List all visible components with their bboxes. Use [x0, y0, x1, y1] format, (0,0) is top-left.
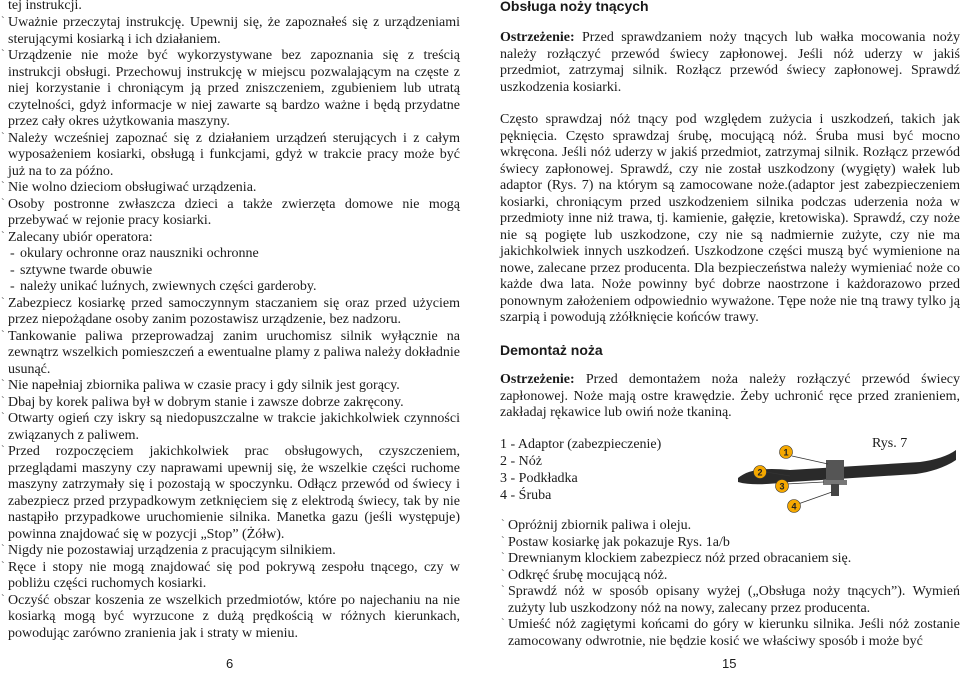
para: ` Nigdy nie pozostawiaj urządzenia z pracującym silnikiem.: [1, 543, 336, 558]
callout-3-label: 3: [779, 481, 785, 492]
bolt-shape: [831, 484, 839, 496]
para: ` Osoby postronne zwłaszcza dzieci a także zwierzęta domowe nie mogą przebywać w rejonie pracy kosiarki.: [1, 196, 460, 228]
callout-4-label: 4: [791, 501, 797, 512]
warning-label: Ostrzeżenie:: [500, 30, 575, 45]
left-page: [0, 0, 462, 676]
dress-item: - należy unikać luźnych, zwiewnych części garderoby.: [8, 279, 460, 296]
step: ` Umieść nóż zagiętymi końcami do góry w kierunku silnika. Jeśli nóż zostanie zamocowany odwrotnie, nie będzie kosić we właściwy sposób i może być: [501, 617, 960, 649]
part-item: 4 - Śruba: [500, 488, 552, 503]
callout-2-label: 2: [757, 467, 763, 478]
para: ` Tankowanie paliwa przeprowadzaj zanim uruchomisz silnik wyłącznie na zewnątrz wszelkich pomieszczeń a ewentualne plamy z paliwa należy dokładnie usunąć.: [1, 328, 460, 377]
step: ` Postaw kosiarkę jak pokazuje Rys. 1a/b: [501, 534, 730, 550]
inspection-paragraph: Często sprawdzaj nóż tnący pod względem zużycia i uszkodzeń, takich jak pęknięcia. Często sprawdzaj śrubę, mocującą nóż. Śruba musi być mocno wkręcona. Jeśli nóż uderzy w jakiś przedmiot, zatrzymaj silnik. Rozłącz przewód świecy zapłonowej. Sprawdź, czy nie został uszkodzony (wygięty) wałek lub adaptor (Rys. 7) na którym są zamocowane noże.(adaptor jest zabezpieczeniem kosiarki, chroniącym przed uszkodzeniem silnika podczas uderzenia noża w przedmioty inne niż trawa, tj. kamienie, gałęzie, kretowiska). Sprawdź, czy noże nie są pogięte lub uszkodzone, czy nie są nadmiernie zużyte, czy nie ma jakichkolwiek innych uszkodzeń. Uszkodzone części muszą być wymienione na nowe, zalecane przez producenta. Dla bezpieczeństwa należy wymieniać noże co każde dwa lata. Noże powinny być dobrze naostrzone i każdorazowo przed ponownym założeniem odpowiednio wyważone. Tępe noże nie tną trawy tylko ją szarpią i powodują zżółknięcie końców trawy.: [500, 112, 960, 325]
safety-paragraphs-1: [1, 15, 460, 642]
step: ` Drewnianym klockiem zabezpiecz nóż przed obracaniem się.: [501, 551, 852, 566]
part-item: 1 - Adaptor (zabezpieczenie): [500, 437, 662, 452]
para: ` Przed rozpoczęciem jakichkolwiek prac obsługowych, czyszczeniem, przeglądami maszyny czy naprawami upewnij się, że wszelkie części ruchome maszyny zatrzymały się i pozostają w spoczynku. Odłącz przewód od świecy i zabezpiecz przed przypadkowym zetknięciem się z elektrodą świecy, tak by nie nastąpiło przypadkowe uruchomienie silnika. Manetka gazu (jeśli występuje) powinna znajdować się w pozycji „Stop” (Żółw).: [1, 444, 460, 542]
callout-1-label: 1: [783, 447, 789, 458]
warning-2: Ostrzeżenie: Przed demontażem noża należy rozłączyć przewód świecy zapłonowej. Noże mają ostre krawędzie. Żeby uchronić ręce przed zranieniem, zakładaj rękawice lub owiń noże tkaniną.: [500, 372, 960, 420]
leader-line-4: [798, 492, 832, 504]
para: ` Nie wolno dzieciom obsługiwać urządzenia.: [1, 180, 257, 195]
part-item: 2 - Nóż: [500, 454, 542, 469]
leader-line-3: [786, 482, 824, 484]
blade-shape: [738, 447, 956, 484]
removal-steps: [501, 518, 960, 650]
dress-item: - sztywne twarde obuwie: [8, 263, 460, 280]
para: ` Należy wcześniej zapoznać się z działaniem urządzeń sterujących i z całym wyposażeniem kosiarki, obsługą i funkcjami, gdyż w trakcie pracy może być już na to za późno.: [1, 130, 460, 179]
page-number-left: 6: [226, 656, 234, 671]
para: ` Uważnie przeczytaj instrukcję. Upewnij się, że zapoznałeś się z urządzeniami sterującymi kosiarką i ich działaniem.: [1, 15, 460, 47]
figure-label: Rys. 7: [872, 436, 908, 451]
right-page: [498, 0, 960, 676]
para: ` Zabezpiecz kosiarkę przed samoczynnym staczaniem się oraz przed użyciem przez niepożądane osoby zanim pozostawisz urządzenie, bez nadzoru.: [1, 295, 460, 327]
adaptor-shape: [826, 460, 844, 482]
blade-figure: [730, 438, 960, 518]
step: ` Sprawdź nóż w sposób opisany wyżej („Obsługa noży tnących”). Wymień zużyty lub uszkodzony nóż na nowy, zalecany przez producenta.: [501, 584, 960, 616]
step: ` Odkręć śrubę mocującą nóż.: [501, 567, 668, 583]
step: ` Opróżnij zbiornik paliwa i oleju.: [501, 518, 692, 533]
leader-line-1: [792, 456, 828, 464]
para: ` Zalecany ubiór operatora:: [1, 229, 153, 245]
para: ` Urządzenie nie może być wykorzystywane bez zapoznania się z treścią instrukcji obsługi. Przechowuj instrukcję w miejscu pozwalającym na częste z niej korzystanie i chroniącym ją przed zniszczeniem, zgubieniem lub utratą czytelności, gdyż informacje w niej zawarte są bardzo ważne i będą przydatne przez cały okres użytkowania maszyny.: [1, 48, 460, 129]
para: ` Nie napełniaj zbiornika paliwa w czasie pracy i gdy silnik jest gorący.: [1, 378, 400, 393]
para: ` Dbaj by korek paliwa był w dobrym stanie i zawsze dobrze zakręcony.: [1, 394, 404, 410]
para: ` Otwarty ogień czy iskry są niedopuszczalne w trakcie jakichkolwiek czynności związanych z paliwem.: [1, 411, 460, 443]
warning-1: Ostrzeżenie: Przed sprawdzaniem noży tnących lub wałka mocowania noży należy rozłączyć przewód świecy zapłonowej. Jeśli nóż uderzy w jakiś przedmiot, zatrzymaj silnik. Rozłącz przewód świecy zapłonowej. Sprawdź uszkodzenia kosiarki.: [500, 30, 960, 95]
dress-item: - okulary ochronne oraz nauszniki ochronne: [8, 246, 460, 263]
warning-label: Ostrzeżenie:: [500, 372, 575, 387]
para: ` Ręce i stopy nie mogą znajdować się pod pokrywą zespołu tnącego, czy w pobliżu części ruchomych kosiarki.: [1, 559, 460, 591]
heading-blade-removal: Demontaż noża: [500, 342, 603, 358]
parts-legend: [500, 436, 720, 504]
para: ` Oczyść obszar koszenia ze wszelkich przedmiotów, które po najechaniu na nie kosiarką mogą być wyrzucone z dużą prędkością w różnych kierunkach, powodując zarówno zranienia jak i straty w mieniu.: [1, 592, 460, 641]
heading-blade-maintenance: Obsługa noży tnących: [500, 0, 649, 14]
page-number-right: 15: [722, 656, 737, 671]
part-item: 3 - Podkładka: [500, 471, 578, 486]
top-line: tej instrukcji.: [8, 0, 82, 13]
